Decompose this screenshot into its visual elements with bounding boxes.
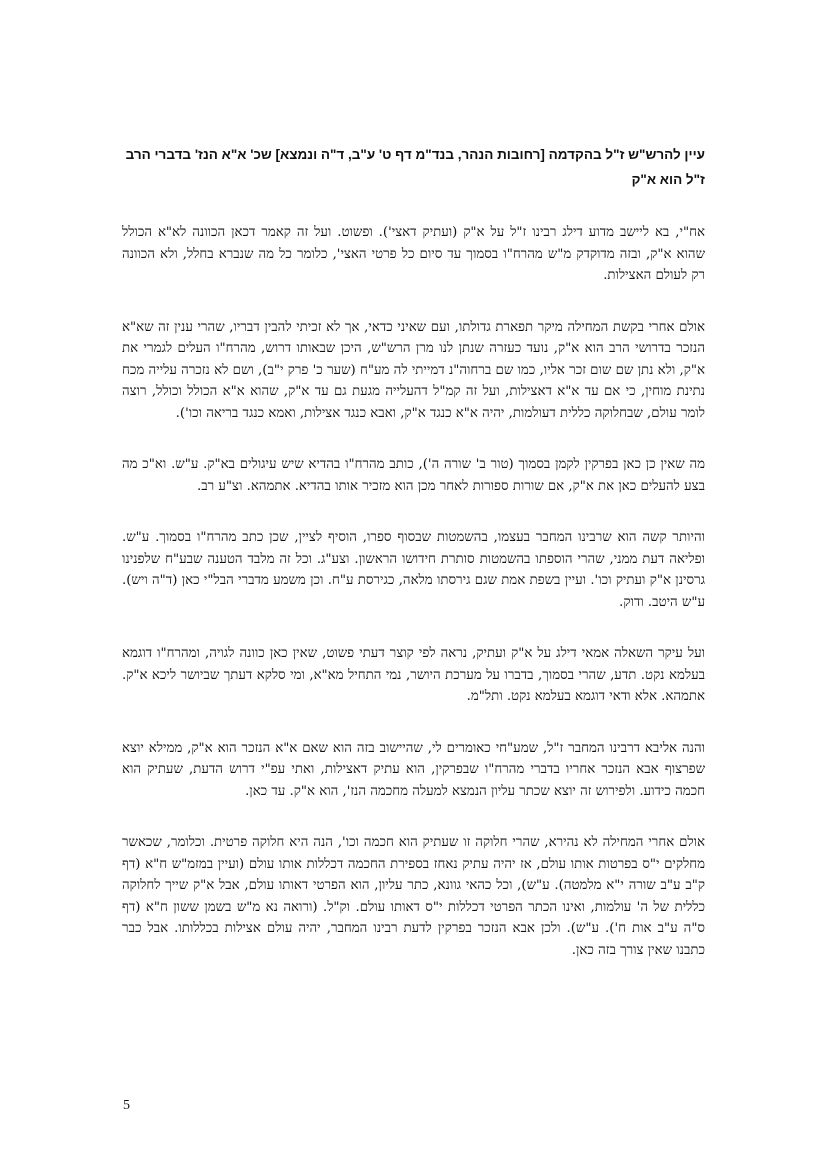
paragraph-1: אח"י, בא ליישב מדוע דילג רבינו ז"ל על א"ק (ועתיק דאצי'). ופשוט. ועל זה קאמר דכאן הכוונה לא"א הכולל שהוא א"ק, ובזה מדוקדק מ"ש מהרח"ו בסמוך עד סיום כל פרטי האצי', כלומר כל מה שנברא בחלל, ולא הכוונה רק לעולם האצילות. [122, 225, 705, 283]
paragraph-5: ועל עיקר השאלה אמאי דילג על א"ק ועתיק, נראה לפי קוצר דעתי פשוט, שאין כאן כוונה לגויה, ומהרח"ו דוגמא בעלמא נקט. תדע, שהרי בסמוך, בדברו על מערכת היושר, נמי התחיל מא"א, ומי סלקא דעתך שביושר ליכא א"ק. אתמהא. אלא ודאי דוגמא בעלמא נקט. ותל"מ. [122, 646, 705, 704]
paragraph-6: והנה אליבא דרבינו המחבר ז"ל, שמע"חי כאומרים לי, שהיישוב בזה הוא שאם א"א הנזכר הוא א"ק, ממילא יוצא שפרצוף אבא הנזכר אחריו בדברי מהרח"ו שבפרקין, הוא עתיק דאצילות, ואתי עפ"י דרוש הדעת, שעתיק הוא חכמה כידוע. ולפירוש זה יוצא שכתר עליון הנמצא למעלה מחכמה הנז', הוא א"ק. עד כאן. [122, 740, 705, 799]
paragraph-7: אולם אחרי המחילה לא נהירא, שהרי חלוקה זו שעתיק הוא חכמה וכו', הנה היא חלוקה פרטית. וכלומר, שכאשר מחלקים י"ס בפרטות אותו עולם, אז יהיה עתיק נאחז בספירת החכמה דכללות אותו עולם (ועיין במזמ"ש ח"א (דף ק"ב ע"ב שורה י"א מלמטה). ע"ש), וכל כהאי גוונא, כתר עליון, הוא הפרטי דאותו עולם, אבל א"ק שייך לחלוקה כללית של ה' עולמות, ואינו הכתר הפרטי דכללות י"ס דאותו עולם. וק"ל. (ורואה נא מ"ש בשמן ששון ח"א (דף ס"ה ע"ב אות ח'). ע"ש). ולכן אבא הנזכר בפרקין לדעת רבינו המחבר, יהיה עולם אצילות בכללותו. אבל כבר כתבנו שאין צורך בזה כאן. [122, 835, 705, 958]
paragraph-4: והיותר קשה הוא שרבינו המחבר בעצמו, בהשמטות שבסוף ספרו, הוסיף לציין, שכן כתב מהרח"ו בסמוך. ע"ש. ופליאה דעת ממני, שהרי הוספתו בהשמטות סותרת חידושו הראשון. וצע"ג. וכל זה מלבד הטענה שבע"ח שלפנינו גרסינן א"ק ועתיק וכו'. ועיין בשפת אמת שגם גירסתו מלאה, כגירסת ע"ח. וכן משמע מדברי הבל"י כאן (ד"ה ויש). ע"ש היטב. ודוק. [122, 530, 705, 610]
paragraph-3: מה שאין כן כאן בפרקין לקמן בסמוך (טור ב' שורה ה'), כותב מהרח"ו בהדיא שיש עיגולים בא"ק. ע"ש. וא"כ מה בצע להעלים כאן את א"ק, אם שורות ספורות לאחר מכן הוא מזכיר אותו בהדיא. אתמהא. וצ"ע רב. [122, 457, 705, 494]
paragraph-2: אולם אחרי בקשת המחילה מיקר תפארת גדולתו, ועם שאיני כדאי, אך לא זכיתי להבין דבריו, שהרי ענין זה שא"א הנזכר בדרושי הרב הוא א"ק, נועד כעזרה שנתן לנו מרן הרש"ש, היכן שבאותו דרוש, מהרח"ו העלים לגמרי את א"ק, ולא נתן שם שום זכר אליו, כמו שם ברחוה"נ דמייתי לה מע"ח (שער כ' פרק י"ב), ושם לא נזכרה עלייה מכח נתינת מוחין, כי אם עד א"א דאצילות, ועל זה קמ"ל דהעלייה מגעת גם עד א"ק, שהוא א"א הכולל וכולל, רוצה לומר עולם, שבחלוקה כללית דעולמות, יהיה א"א כנגד א"ק, ואבא כנגד אצילות, ואמא כנגד בריאה וכו'). [122, 319, 705, 421]
page-number: 5 [123, 1098, 130, 1113]
document-body [122, 142, 705, 991]
section-heading: עיין להרש"ש ז"ל בהקדמה [רחובות הנהר, בנד"מ דף ט' ע"ב, ד"ה ונמצא] שכ' א"א הנז' בדברי הרב ז"ל הוא א"ק [125, 147, 705, 187]
